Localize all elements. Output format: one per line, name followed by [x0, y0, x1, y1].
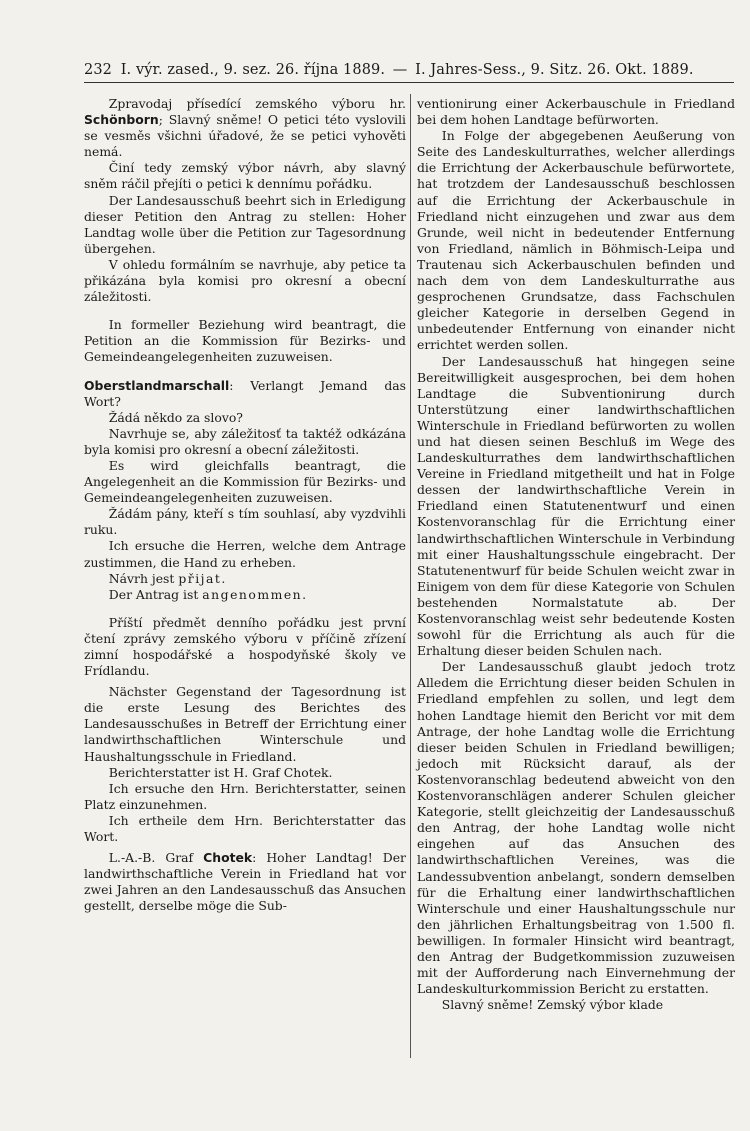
speaker-name: Chotek	[203, 850, 253, 866]
paragraph: Der Landesausschuß glaubt jedoch trotz Alledem die Errichtung dieser beiden Schulen in Friedland empfehlen zu sollen, und legt dem hohen Landtage hiemit den Bericht vor mit dem Antrage, der hohe Landtag wolle die Errichtung dieser beiden Schulen in Friedland bewilligen; jedoch mit Rücksicht darauf, als der Kostenvoranschlag bedeutend abweicht von den Kostenvoranschlägen anderer Schulen gleicher Kategorie, stellt gleichzeitig der Landesausschuß den Antrag, der hohe Landtag wolle nicht eingehen auf das Ansuchen des landwirthschaftlichen Vereines, was die Landessubvention anbelangt, sondern demselben für die Erhaltung einer landwirthschaftlichen Winterschule und einer Haushaltungsschule nur den jährlichen Erhaltungsbeitrag von 1.500 fl. bewilligen. In formaler Hinsicht wird beantragt, den Antrag der Budgetkommission zuzuweisen mit der Aufforderung nach Einvernehmung der Landeskulturkommission Bericht zu erstatten.	[417, 659, 735, 997]
header-rule	[84, 82, 734, 83]
paragraph: Žádá někdo za slovo?	[108, 409, 243, 425]
paragraph: Nächster Gegenstand der Tagesordnung ist die erste Lesung des Berichtes des Landesausschußes in Betreff der Errichtung einer landwirthschaftlichen Winterschule und Haushaltungsschule in Friedland.	[84, 684, 406, 764]
paragraph: Berichterstatter ist H. Graf Chotek.	[108, 764, 333, 780]
paragraph: Navrhuje se, aby záležitosť ta taktéž odkázána byla komisi pro okresní a obecní záležitosti.	[84, 425, 406, 457]
paragraph: Slavný sněme! Zemský výbor klade	[441, 997, 664, 1013]
column-divider	[410, 94, 411, 1058]
header-left-text: I. výr. zased., 9. sez. 26. října 1889.	[120, 62, 386, 78]
paragraph: L.-A.-B. Graf Chotek: Hoher Landtag! Der landwirthschaftliche Verein in Friedland hat vor zwei Jahren an den Landesausschuß das Ansuchen gestellt, derselbe möge die Sub-	[84, 850, 406, 914]
paragraph: Ich ersuche den Hrn. Berichterstatter, seinen Platz einzunehmen.	[84, 780, 406, 812]
right-column	[417, 96, 735, 1013]
paragraph: Oberstlandmarschall: Verlangt Jemand das Wort?	[84, 377, 406, 409]
header-separator: —	[392, 62, 408, 78]
paragraph: Činí tedy zemský výbor návrh, aby slavný sněm ráčil přejíti o petici k dennímu pořádku.	[84, 160, 406, 192]
paragraph: ventionirung einer Ackerbauschule in Friedland bei dem hohen Landtage befürworten.	[417, 96, 735, 128]
paragraph: Es wird gleichfalls beantragt, die Angelegenheit an die Kommission für Bezirks- und Gemeindeangelegenheiten zuzuweisen.	[84, 457, 406, 506]
paragraph: Der Landesausschuß beehrt sich in Erledigung dieser Petition den Antrag zu stellen: Hoher Landtag wolle über die Petition zur Tagesordnung übergehen.	[84, 192, 406, 256]
paragraph: Návrh jest přijat.	[108, 570, 227, 586]
page-header	[84, 62, 734, 78]
paragraph: Žádám pány, kteří s tím souhlasí, aby vyzdvihli ruku.	[84, 506, 406, 538]
paragraph: Der Antrag ist angenommen.	[108, 586, 308, 602]
paragraph: Příští předmět denního pořádku jest první čtení zprávy zemského výboru v příčině zřízení zimní hospodářské a hospodyňské školy ve Frídlandu.	[84, 614, 406, 679]
speaker-name: Schönborn	[84, 112, 159, 128]
page-number: 232	[84, 62, 112, 78]
paragraph: Ich ersuche die Herren, welche dem Antrage zustimmen, die Hand zu erheben.	[84, 538, 406, 570]
speaker-name: Oberstlandmarschall	[84, 377, 230, 393]
paragraph: Der Landesausschuß hat hingegen seine Bereitwilligkeit ausgesprochen, bei dem hohen Landtage die Subventionirung durch Unterstützung einer landwirthschaftlichen Winterschule in Friedland befürworten zu wollen und hat diesen seinen Beschluß im Wege des Landeskulturrathes dem landwirthschaftlichen Vereine in Friedland mitgetheilt und hat in Folge dessen der landwirthschaftliche Verein in Friedland einen Statutenentwurf und einen Kostenvoranschlag für die Errichtung einer landwirthschaftlichen Winterschule in Verbindung mit einer Haushaltungsschule eingebracht. Der Statutenentwurf für beide Schulen weicht zwar in Einigem von dem für diese Kategorie von Schulen bestehenden Normalstatute ab. Der Kostenvoranschlag weist sehr bedeutende Kosten sowohl für die Errichtung als auch für die Erhaltung dieser beiden Schulen nach.	[417, 353, 735, 659]
paragraph: In Folge der abgegebenen Aeußerung von Seite des Landeskulturrathes, welcher allerdings die Errichtung der Ackerbauschule befürwortete, hat trotzdem der Landesausschuß beschlossen auf die Errichtung der Ackerbauschule in Friedland nicht einzugehen und zwar aus dem Grunde, weil nicht in bedeutender Entfernung von Friedland, nämlich in Böhmisch-Leipa und Trautenau sich Ackerbauschulen befinden und nach dem von dem Landeskulturrathe aus gesprochenen Grundsatze, dass Fachschulen gleicher Kategorie in derselben Gegend in unbedeutender Entfernung von einander nicht errichtet werden sollen.	[417, 128, 735, 353]
header-right-text: I. Jahres-Sess., 9. Sitz. 26. Okt. 1889.	[415, 62, 694, 78]
paragraph: Zpravodaj přísedící zemského výboru hr. Schönborn; Slavný sněme! O petici této vyslovili se vesměs všichni úřadové, že se petici vyhověti nemá.	[84, 96, 406, 160]
paragraph: In formeller Beziehung wird beantragt, die Petition an die Kommission für Bezirks- und Gemeindeangelegenheiten zuzuweisen.	[84, 317, 406, 365]
paragraph: V ohledu formálním se navrhuje, aby petice ta přikázána byla komisi pro okresní a obecní záležitosti.	[84, 256, 406, 305]
left-column	[84, 96, 406, 915]
paragraph: Ich ertheile dem Hrn. Berichterstatter das Wort.	[84, 812, 406, 845]
